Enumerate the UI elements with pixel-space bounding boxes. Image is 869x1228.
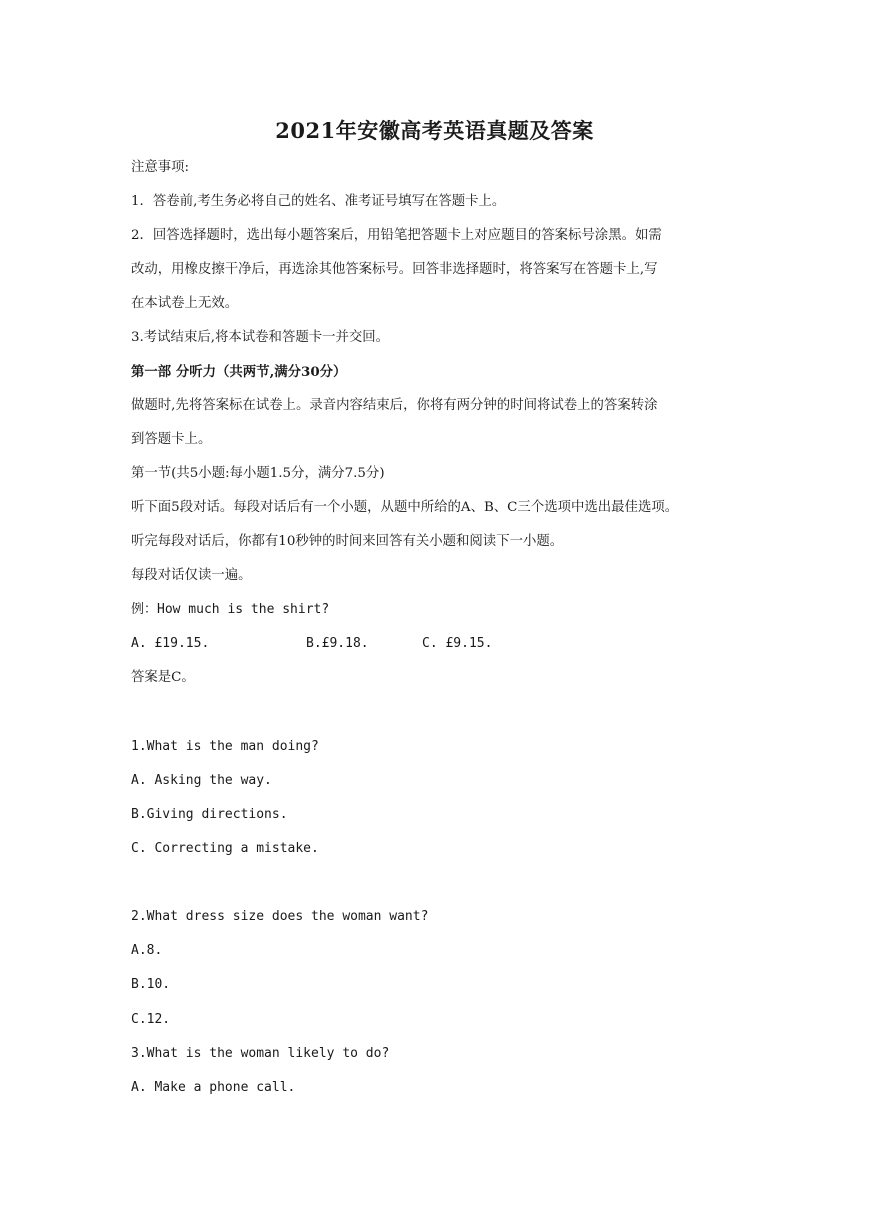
section1-heading: 第一节(共5小题:每小题1.5分，满分7.5分) — [131, 466, 385, 481]
question-2-option-c: C.12. — [131, 1012, 171, 1027]
section1-instruction-line-1: 听下面5段对话。每段对话后有一个小题，从题中所给的A、B、C三个选项中选出最佳选项。 — [131, 500, 679, 515]
question-2: 2.What dress size does the woman want? — [131, 909, 429, 924]
example-answer: 答案是C。 — [131, 670, 195, 685]
notice-item-2-line-1: 2．回答选择题时，选出每小题答案后，用铅笔把答题卡上对应题目的答案标号涂黑。如需 — [131, 228, 662, 243]
example-option-a: A. £19.15. — [131, 636, 210, 651]
part1-instruction-line-2: 到答题卡上。 — [131, 432, 212, 447]
notice-item-2-line-2: 改动，用橡皮擦干净后，再选涂其他答案标号。回答非选择题时，将答案写在答题卡上,写 — [131, 262, 658, 277]
example-option-b: B.£9.18. — [306, 636, 369, 651]
document-title: 2021年安徽高考英语真题及答案 — [275, 118, 594, 143]
notice-item-1: 1．答卷前,考生务必将自己的姓名、准考证号填写在答题卡上。 — [131, 194, 506, 209]
question-3: 3.What is the woman likely to do? — [131, 1046, 390, 1061]
question-1-option-c: C. Correcting a mistake. — [131, 841, 319, 856]
part1-instruction-line-1: 做题时,先将答案标在试卷上。录音内容结束后，你将有两分钟的时间将试卷上的答案转涂 — [131, 398, 658, 413]
notice-item-3: 3.考试结束后,将本试卷和答题卡一并交回。 — [131, 330, 390, 345]
question-1-option-b: B.Giving directions. — [131, 807, 288, 822]
question-1-option-a: A. Asking the way. — [131, 773, 272, 788]
question-2-option-b: B.10. — [131, 977, 171, 992]
notice-heading: 注意事项: — [131, 160, 190, 175]
question-1: 1.What is the man doing? — [131, 739, 319, 754]
example-option-c: C. £9.15. — [422, 636, 493, 651]
question-2-option-a: A.8. — [131, 943, 163, 958]
section1-instruction-line-3: 每段对话仅读一遍。 — [131, 568, 252, 583]
example-question: 例：How much is the shirt? — [131, 602, 330, 617]
part1-heading: 第一部 分听力（共两节,满分30分） — [131, 364, 347, 380]
notice-item-2-line-3: 在本试卷上无效。 — [131, 296, 239, 311]
section1-instruction-line-2: 听完每段对话后，你都有10秒钟的时间来回答有关小题和阅读下一小题。 — [131, 534, 564, 549]
question-3-option-a: A. Make a phone call. — [131, 1080, 296, 1095]
